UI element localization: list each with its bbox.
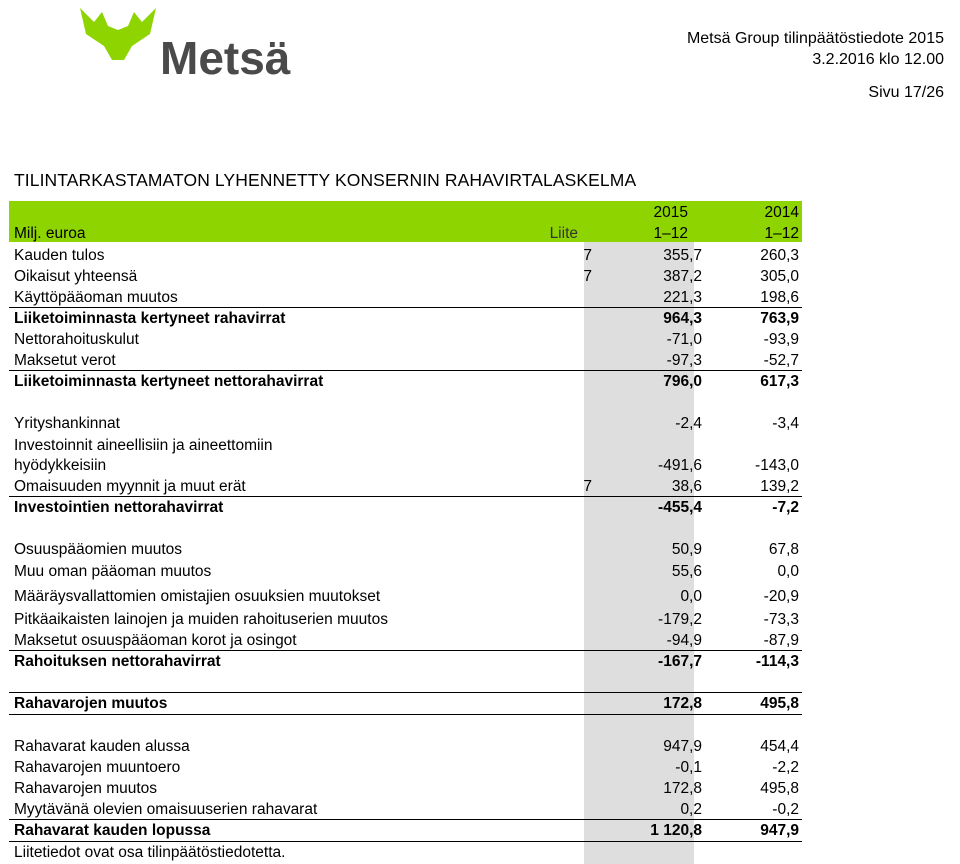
row-value-2014: -143,0 (755, 457, 799, 474)
table-row (14, 329, 802, 350)
row-value-2014: 947,9 (760, 822, 799, 839)
table-row (14, 799, 802, 820)
col-2015-period: 1–12 (653, 225, 688, 242)
col-note-header: Liite (549, 225, 578, 242)
row-value-2014: -7,2 (772, 499, 799, 516)
row-divider (9, 841, 802, 842)
row-value-2015: 1 120,8 (650, 822, 702, 839)
table-row (14, 630, 802, 651)
table-row (14, 497, 802, 518)
row-label: Rahavarojen muuntoero (14, 759, 181, 776)
row-value-2015: 221,3 (663, 289, 702, 306)
row-label: Investoinnit aineellisiin ja aineettomiin (14, 437, 273, 454)
table-row (14, 820, 802, 841)
row-value-2015: 0,2 (680, 801, 702, 818)
row-label: Liiketoiminnasta kertyneet nettorahavirrat (14, 373, 324, 390)
row-label: Rahavarat kauden lopussa (14, 822, 211, 839)
row-label: Liiketoiminnasta kertyneet rahavirrat (14, 310, 286, 327)
table-row (14, 350, 802, 371)
row-value-2014: 305,0 (760, 268, 799, 285)
row-label: Pitkäaikaisten lainojen ja muiden rahoituserien muutos (14, 611, 388, 628)
table-row (14, 778, 802, 799)
row-value-2015: 172,8 (663, 695, 702, 712)
row-label: Myytävänä olevien omaisuuserien rahavarat (14, 801, 318, 818)
row-value-2015: 796,0 (663, 373, 702, 390)
row-value-2014: -73,3 (763, 611, 799, 628)
row-label: Omaisuuden myynnit ja muut erät (14, 478, 246, 495)
row-label: Rahavarojen muutos (14, 780, 158, 797)
table-row (14, 413, 802, 434)
row-value-2014: 454,4 (760, 738, 799, 755)
row-value-2015: -179,2 (658, 611, 702, 628)
col-label-header: Milj. euroa (14, 225, 86, 242)
row-value-2014: 260,3 (760, 247, 799, 264)
col-2015-year: 2015 (653, 204, 688, 221)
row-value-2015: -167,7 (658, 653, 702, 670)
row-value-2015: 387,2 (663, 268, 702, 285)
table-row (14, 539, 802, 560)
row-value-2014: 495,8 (760, 780, 799, 797)
row-label: Maksetut verot (14, 352, 116, 369)
table-row (14, 693, 802, 714)
row-label: Oikaisut yhteensä (14, 268, 138, 285)
row-label: Maksetut osuuspääoman korot ja osingot (14, 632, 297, 649)
row-value-2015: -97,3 (666, 352, 702, 369)
table-row (14, 651, 802, 672)
row-label: Investointien nettorahavirrat (14, 499, 224, 516)
table-row (14, 266, 802, 287)
table-row (14, 455, 802, 476)
row-value-2014: 763,9 (760, 310, 799, 327)
row-value-2015: -71,0 (666, 331, 702, 348)
table-row (14, 476, 802, 497)
row-value-2015: 355,7 (663, 247, 702, 264)
table-row (14, 308, 802, 329)
table-row (14, 757, 802, 778)
row-value-2014: -114,3 (755, 653, 799, 670)
table-row (14, 586, 802, 607)
row-value-2015: -2,4 (675, 415, 702, 432)
row-label: Määräysvallattomien omistajien osuuksien muutokset (14, 588, 381, 605)
svg-text:Metsä: Metsä (160, 32, 291, 82)
table-row (14, 609, 802, 630)
row-label: Kauden tulos (14, 247, 105, 264)
row-value-2014: 139,2 (760, 478, 799, 495)
row-value-2014: 0,0 (777, 563, 799, 580)
row-label: Rahavarojen muutos (14, 695, 168, 712)
table-row (14, 245, 802, 266)
row-label: Nettorahoituskulut (14, 331, 139, 348)
row-note: 7 (583, 478, 592, 495)
row-label: Käyttöpääoman muutos (14, 289, 178, 306)
row-label: Rahoituksen nettorahavirrat (14, 653, 221, 670)
page-number: Sivu 17/26 (868, 84, 944, 101)
table-row (14, 736, 802, 757)
row-label: Rahavarat kauden alussa (14, 738, 190, 755)
row-value-2015: 947,9 (663, 738, 702, 755)
row-value-2015: 0,0 (680, 588, 702, 605)
row-label: hyödykkeisiin (14, 457, 107, 474)
row-value-2014: 495,8 (760, 695, 799, 712)
row-value-2014: 198,6 (760, 289, 799, 306)
row-value-2015: -0,1 (675, 759, 702, 776)
row-label: Osuuspääomien muutos (14, 541, 183, 558)
row-value-2014: -2,2 (772, 759, 799, 776)
row-value-2015: 38,6 (671, 478, 702, 495)
footer-note: Liitetiedot ovat osa tilinpäätöstiedotetta. (14, 844, 286, 861)
table-row (14, 435, 802, 456)
row-value-2014: -3,4 (772, 415, 799, 432)
row-note: 7 (583, 247, 592, 264)
report-date: 3.2.2016 klo 12.00 (812, 51, 944, 68)
row-value-2014: -0,2 (772, 801, 799, 818)
row-value-2015: -94,9 (666, 632, 702, 649)
row-value-2015: -491,6 (658, 457, 702, 474)
row-value-2015: 50,9 (671, 541, 702, 558)
row-value-2014: -93,9 (763, 331, 799, 348)
report-title: Metsä Group tilinpäätöstiedote 2015 (686, 30, 944, 47)
row-value-2014: 67,8 (768, 541, 799, 558)
row-value-2015: 172,8 (663, 780, 702, 797)
row-divider (9, 714, 802, 715)
statement-title: TILINTARKASTAMATON LYHENNETTY KONSERNIN RAHAVIRTALASKELMA (14, 170, 637, 190)
row-value-2014: 617,3 (760, 373, 799, 390)
col-2014-year: 2014 (764, 204, 799, 221)
row-value-2014: -52,7 (763, 352, 799, 369)
row-note: 7 (583, 268, 592, 285)
row-value-2015: -455,4 (658, 499, 702, 516)
row-label: Muu oman pääoman muutos (14, 563, 212, 580)
row-value-2015: 964,3 (663, 310, 702, 327)
table-row (14, 561, 802, 582)
row-value-2014: -87,9 (763, 632, 799, 649)
row-value-2014: -20,9 (763, 588, 799, 605)
table-row (14, 371, 802, 392)
table-row (14, 287, 802, 308)
col-2014-period: 1–12 (764, 225, 799, 242)
row-label: Yrityshankinnat (14, 415, 120, 432)
row-value-2015: 55,6 (671, 563, 702, 580)
